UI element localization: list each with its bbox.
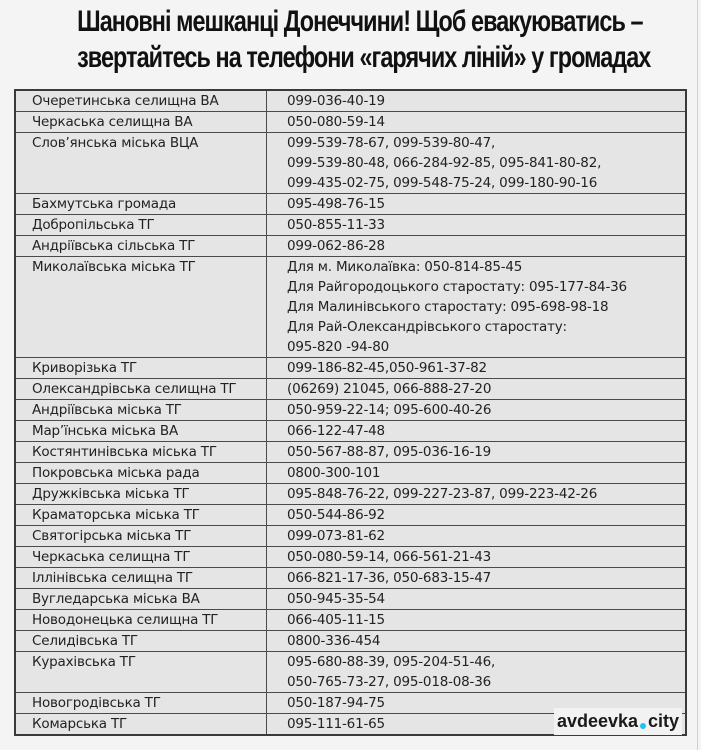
phone-line: 095-820 -94-80 xyxy=(287,339,389,355)
community-name-cell xyxy=(16,112,267,132)
phone-line: 095-848-76-22, 099-227-23-87, 099-223-42-26 xyxy=(287,486,598,502)
table-row xyxy=(16,378,685,399)
table-row xyxy=(16,357,685,378)
phone-cell xyxy=(267,91,685,111)
community-name: Новогродівська ТГ xyxy=(32,695,161,711)
watermark-logo xyxy=(554,708,682,735)
community-name: Костянтинівська міська ТГ xyxy=(32,444,217,460)
community-name-cell xyxy=(16,442,267,462)
phone-cell xyxy=(267,505,685,525)
community-name: Покровська міська рада xyxy=(32,465,200,481)
community-name: Андріївська сільська ТГ xyxy=(32,238,196,254)
community-name-cell xyxy=(16,379,267,399)
phone-cell xyxy=(267,526,685,546)
community-name: Курахівська ТГ xyxy=(32,654,136,670)
phone-line: 095-111-61-65 xyxy=(287,716,385,732)
community-name: Новодонецька селищна ТГ xyxy=(32,612,219,628)
phone-cell xyxy=(267,379,685,399)
phone-line: 050-544-86-92 xyxy=(287,507,385,523)
table-row xyxy=(16,630,685,651)
community-name: Комарська ТГ xyxy=(32,716,128,732)
table-row xyxy=(16,504,685,525)
phone-line: 050-567-88-87, 095-036-16-19 xyxy=(287,444,491,460)
headline-line-2: звертайтесь на телефони «гарячих ліній» у громадах xyxy=(77,41,651,74)
hotline-table xyxy=(14,89,687,736)
community-name: Вугледарська міська ВА xyxy=(32,591,200,607)
table-row xyxy=(16,235,685,256)
table-row xyxy=(16,111,685,132)
phone-line: 050-080-59-14 xyxy=(287,114,385,130)
phone-cell xyxy=(267,215,685,235)
community-name-cell xyxy=(16,133,267,193)
community-name: Селидівська ТГ xyxy=(32,633,138,649)
phone-cell xyxy=(267,652,685,692)
community-name: Краматорська міська ТГ xyxy=(32,507,200,523)
community-name-cell xyxy=(16,91,267,111)
table-row xyxy=(16,441,685,462)
table-row xyxy=(16,525,685,546)
phone-cell xyxy=(267,257,685,357)
community-name-cell xyxy=(16,589,267,609)
phone-line: 099-186-82-45,050-961-37-82 xyxy=(287,360,487,376)
phone-line: 066-122-47-48 xyxy=(287,423,385,439)
community-name: Олександрівська селищна ТГ xyxy=(32,381,237,397)
phone-line: 0800-336-454 xyxy=(287,633,381,649)
phone-cell xyxy=(267,400,685,420)
phone-cell xyxy=(267,421,685,441)
phone-cell xyxy=(267,631,685,651)
phone-line: 095-680-88-39, 095-204-51-46, xyxy=(287,654,496,670)
phone-line: 050-945-35-54 xyxy=(287,591,385,607)
table-row xyxy=(16,588,685,609)
headline xyxy=(77,4,651,76)
phone-line: Для Малинівського старостату: 095-698-98-18 xyxy=(287,299,609,315)
community-name-cell xyxy=(16,358,267,378)
community-name-cell xyxy=(16,400,267,420)
phone-line: 099-073-81-62 xyxy=(287,528,385,544)
table-row xyxy=(16,483,685,504)
phone-line: 050-765-73-27, 095-018-08-36 xyxy=(287,674,491,690)
community-name-cell xyxy=(16,652,267,692)
table-row xyxy=(16,462,685,483)
phone-line: Для м. Миколаївка: 050-814-85-45 xyxy=(287,259,523,275)
community-name: Дружківська міська ТГ xyxy=(32,486,190,502)
phone-cell xyxy=(267,568,685,588)
table-row xyxy=(16,193,685,214)
community-name: Бахмутська громада xyxy=(32,196,177,212)
community-name: Черкаська селищна ТГ xyxy=(32,549,191,565)
phone-line: (06269) 21045, 066-888-27-20 xyxy=(287,381,492,397)
table-row xyxy=(16,256,685,357)
table-row xyxy=(16,132,685,193)
phone-cell xyxy=(267,133,685,193)
community-name-cell xyxy=(16,693,267,713)
table-row xyxy=(16,567,685,588)
watermark-text-1: avdeevka xyxy=(556,711,639,731)
phone-line: 0800-300-101 xyxy=(287,465,381,481)
community-name-cell xyxy=(16,463,267,483)
community-name-cell xyxy=(16,215,267,235)
table-row xyxy=(16,609,685,630)
phone-cell xyxy=(267,112,685,132)
phone-cell xyxy=(267,358,685,378)
phone-line: 066-405-11-15 xyxy=(287,612,385,628)
community-name-cell xyxy=(16,714,267,734)
community-name-cell xyxy=(16,631,267,651)
table-row xyxy=(16,420,685,441)
community-name-cell xyxy=(16,610,267,630)
phone-cell xyxy=(267,442,685,462)
phone-line: 099-539-80-48, 066-284-92-85, 095-841-80-82, xyxy=(287,155,602,171)
community-name: Іллінівська селищна ТГ xyxy=(32,570,193,586)
table-row xyxy=(16,651,685,692)
community-name: Очеретинська селищна ВА xyxy=(32,93,219,109)
phone-line: Для Рай-Олександрівського старостату: xyxy=(287,319,567,335)
community-name-cell xyxy=(16,568,267,588)
community-name-cell xyxy=(16,505,267,525)
phone-line: 050-855-11-33 xyxy=(287,217,385,233)
phone-cell xyxy=(267,589,685,609)
phone-cell xyxy=(267,463,685,483)
phone-cell xyxy=(267,484,685,504)
phone-line: 099-036-40-19 xyxy=(287,93,385,109)
phone-line: 095-498-76-15 xyxy=(287,196,385,212)
community-name: Слов’янська міська ВЦА xyxy=(32,135,199,151)
community-name: Миколаївська міська ТГ xyxy=(32,259,196,275)
community-name-cell xyxy=(16,484,267,504)
phone-line: 050-187-94-75 xyxy=(287,695,385,711)
table-row xyxy=(16,546,685,567)
phone-line: Для Райгородоцького старостату: 095-177-84-36 xyxy=(287,279,627,295)
table-row xyxy=(16,399,685,420)
community-name: Криворізька ТГ xyxy=(32,360,137,376)
community-name: Мар’їнська міська ВА xyxy=(32,423,178,439)
phone-line: 099-062-86-28 xyxy=(287,238,385,254)
phone-cell xyxy=(267,610,685,630)
table-row xyxy=(16,214,685,235)
table-row xyxy=(16,91,685,111)
page-edge-line xyxy=(697,0,698,750)
community-name-cell xyxy=(16,421,267,441)
phone-cell xyxy=(267,547,685,567)
community-name: Святогірська міська ТГ xyxy=(32,528,192,544)
watermark-text-2: city xyxy=(648,711,680,731)
phone-line: 050-080-59-14, 066-561-21-43 xyxy=(287,549,491,565)
watermark-dot-icon xyxy=(640,723,646,729)
community-name: Андріївська міська ТГ xyxy=(32,402,182,418)
phone-cell xyxy=(267,194,685,214)
community-name-cell xyxy=(16,547,267,567)
community-name: Добропільська ТГ xyxy=(32,217,155,233)
community-name: Черкаська селищна ВА xyxy=(32,114,193,130)
community-name-cell xyxy=(16,236,267,256)
headline-line-1: Шановні мешканці Донеччини! Щоб евакуюватись – xyxy=(77,5,643,38)
phone-line: 099-539-78-67, 099-539-80-47, xyxy=(287,135,496,151)
phone-line: 099-435-02-75, 099-548-75-24, 099-180-90-16 xyxy=(287,175,598,191)
community-name-cell xyxy=(16,526,267,546)
community-name-cell xyxy=(16,257,267,357)
phone-cell xyxy=(267,236,685,256)
phone-line: 050-959-22-14; 095-600-40-26 xyxy=(287,402,492,418)
phone-line: 066-821-17-36, 050-683-15-47 xyxy=(287,570,491,586)
community-name-cell xyxy=(16,194,267,214)
